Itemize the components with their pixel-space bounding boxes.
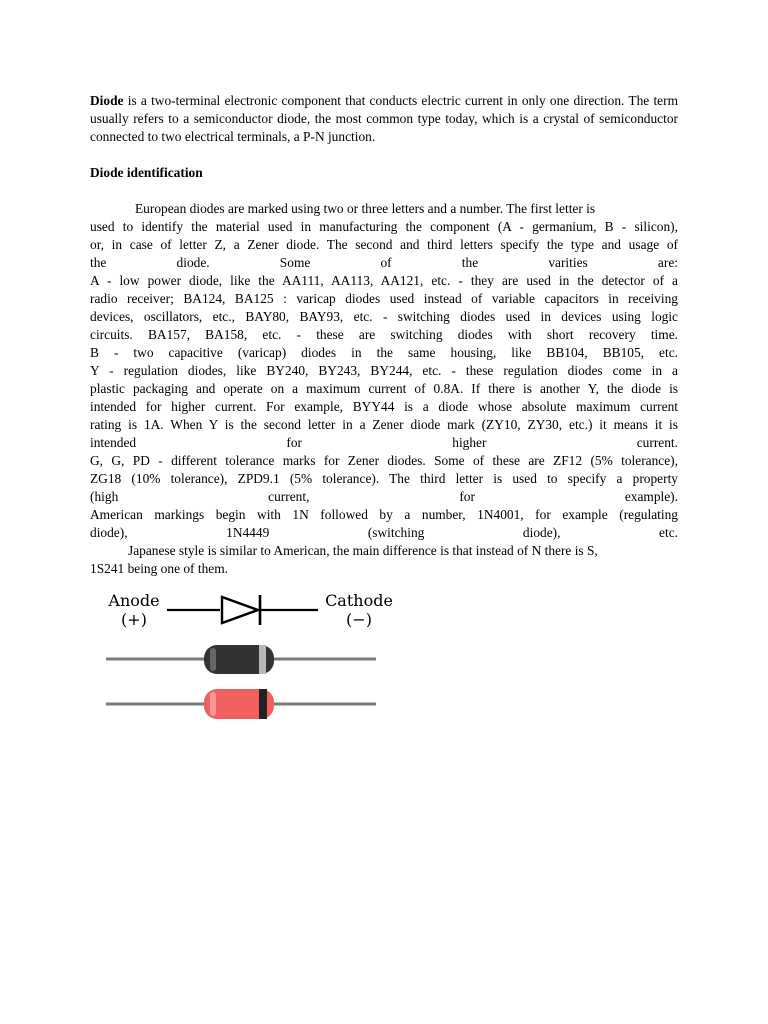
body-line: used to identify the material used in manufacturing the component (A - germanium, B - silicon), xyxy=(90,219,678,234)
cathode-sign: (−) xyxy=(346,610,372,629)
body-line: or, in case of letter Z, a Zener diode. The second and third letters specify the type and usage of xyxy=(90,237,678,252)
body-line: circuits. BA157, BA158, etc. - these are switching diodes with short recovery time. xyxy=(90,327,678,342)
body-line: ZG18 (10% tolerance), ZPD9.1 (5% tolerance). The third letter is used to specify a property xyxy=(90,471,678,486)
body-line: (high current, for example). xyxy=(90,489,678,504)
body-line: B - two capacitive (varicap) diodes in the same housing, like BB104, BB105, etc. xyxy=(90,345,678,360)
symbol-triangle xyxy=(222,597,258,623)
red-diode xyxy=(106,689,376,719)
body-line: rating is 1A. When Y is the second letter in a Zener diode mark (ZY10, ZY30, etc.) it means it is xyxy=(90,417,678,432)
body-line: G, G, PD - different tolerance marks for Zener diodes. Some of these are ZF12 (5% tolerance), xyxy=(90,453,678,468)
black-diode xyxy=(106,645,376,674)
body-line: the diode. Some of the varities are: xyxy=(90,255,678,270)
body-line: 1S241 being one of them. xyxy=(90,561,228,576)
cathode-label: Cathode xyxy=(325,591,393,610)
body-line: plastic packaging and operate on a maximum current of 0.8A. If there is another Y, the diode is xyxy=(90,381,678,396)
body-line: A - low power diode, like the AA111, AA113, AA121, etc. - they are used in the detector of a xyxy=(90,273,678,288)
body-line: American markings begin with 1N followed by a number, 1N4001, for example (regulating xyxy=(90,507,678,522)
black-diode-band xyxy=(259,645,266,674)
red-diode-highlight xyxy=(210,692,216,716)
anode-sign: (+) xyxy=(121,610,147,629)
intro-text: is a two-terminal electronic component that conducts electric current in only one direction. The term usually refers to a semiconductor diode, the most common type today, which is a crystal of semiconductor connected to two electrical terminals, a P-N junction. xyxy=(90,93,678,144)
body-line: intended for higher current. For example, BYY44 is a diode whose absolute maximum current xyxy=(90,399,678,414)
body-line: Y - regulation diodes, like BY240, BY243, BY244, etc. - these regulation diodes come in a xyxy=(90,363,678,378)
body-line: devices, oscillators, etc., BAY80, BAY93, etc. - switching diodes used in devices using logic xyxy=(90,309,678,324)
body-line: diode), 1N4449 (switching diode), etc. xyxy=(90,525,678,540)
intro-term: Diode xyxy=(90,93,124,108)
body-line: radio receiver; BA124, BA125 : varicap diodes used instead of variable capacitors in receiving xyxy=(90,291,678,306)
red-diode-band xyxy=(259,689,267,719)
document-page xyxy=(90,92,678,578)
diode-figure xyxy=(100,586,400,722)
body-line: European diodes are marked using two or three letters and a number. The first letter is xyxy=(135,201,596,216)
diode-illustration xyxy=(100,586,400,722)
intro-paragraph xyxy=(90,92,678,146)
anode-label: Anode xyxy=(108,591,160,610)
section-heading: Diode identification xyxy=(90,165,203,180)
black-diode-highlight xyxy=(210,648,216,671)
section-body xyxy=(90,200,678,578)
body-line: Japanese style is similar to American, the main difference is that instead of N there is S, xyxy=(128,543,598,558)
body-line: intended for higher current. xyxy=(90,435,678,450)
diode-schematic-symbol xyxy=(167,595,318,625)
